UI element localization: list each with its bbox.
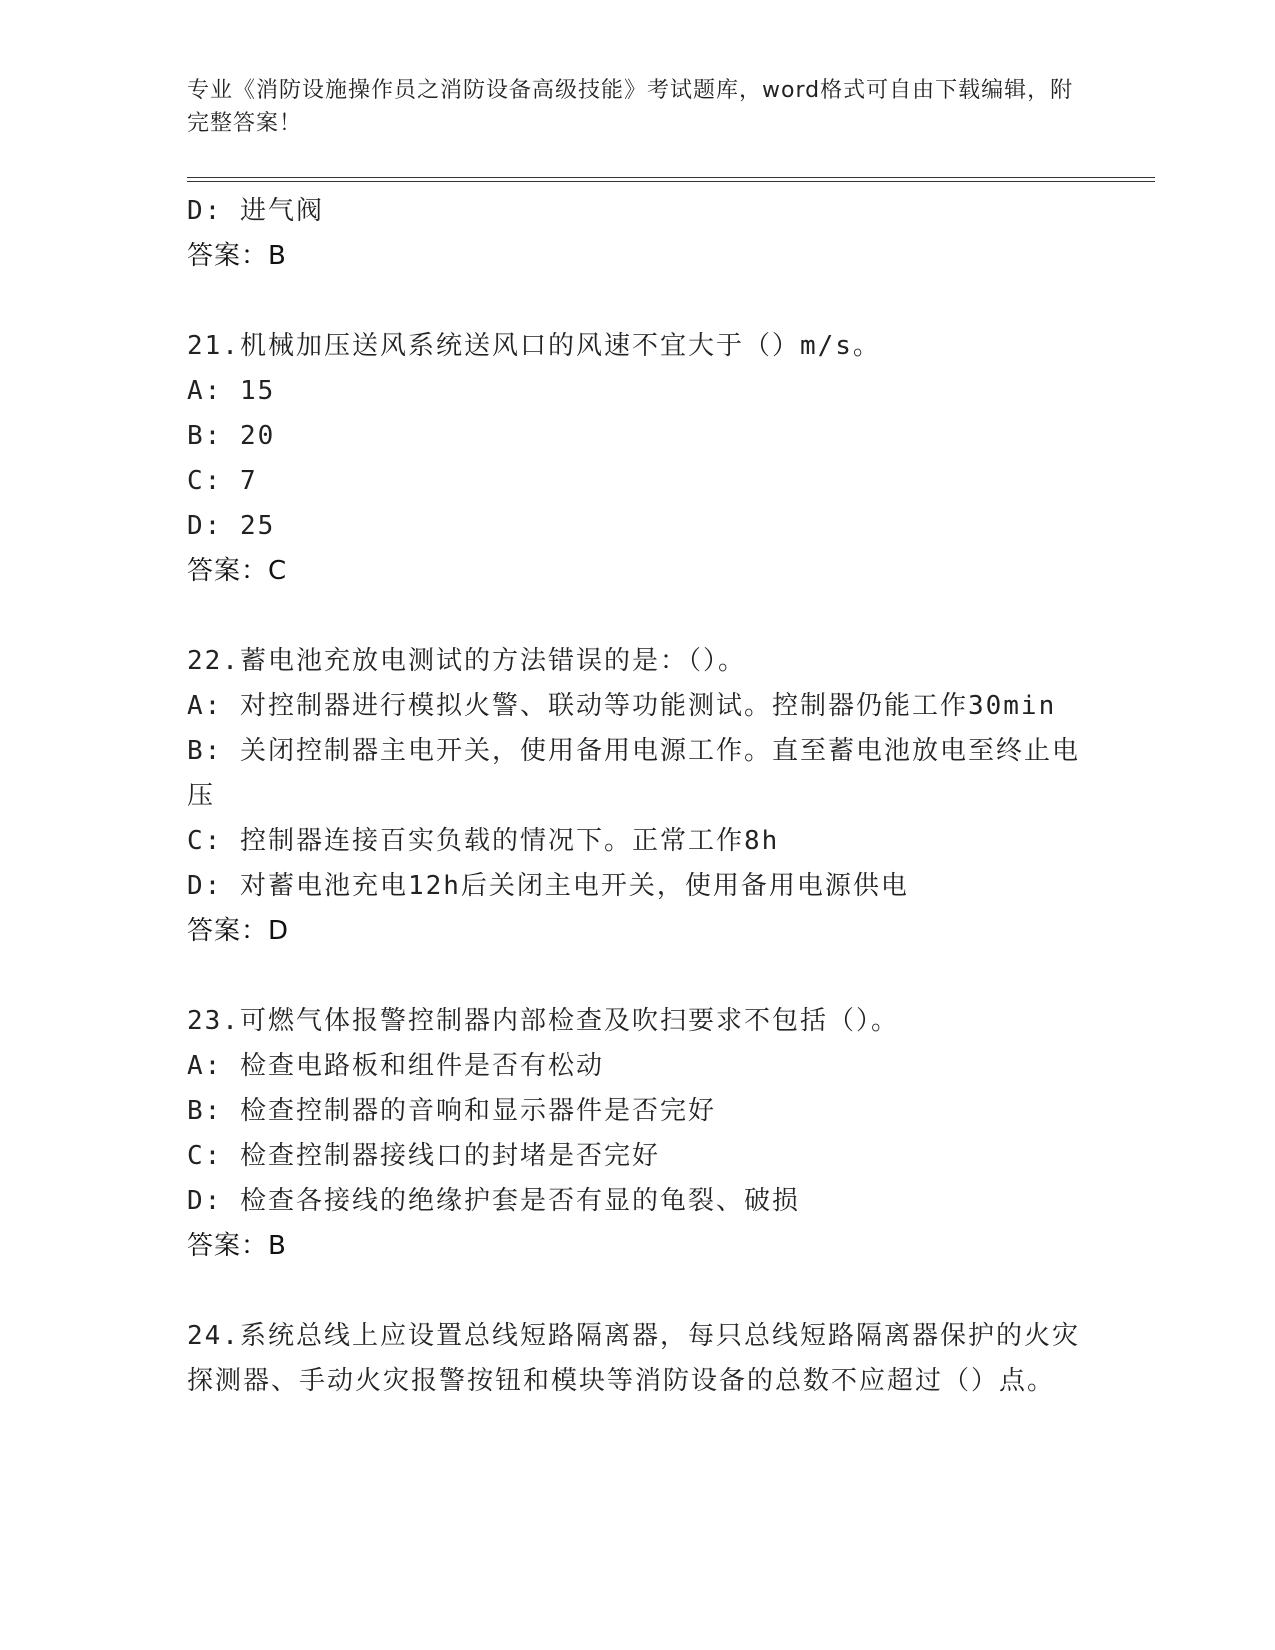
answer-line: 答案：B [187,241,287,271]
question-list [187,189,1087,1404]
question-stem: 21.机械加压送风系统送风口的风速不宜大于（）m/s。 [187,331,881,361]
spacer [187,279,1087,324]
option-b: B: 检查控制器的音响和显示器件是否完好 [187,1096,716,1126]
option-c: C: 检查控制器接线口的封堵是否完好 [187,1141,660,1171]
option-d: D: 25 [187,511,276,541]
answer-line: 答案：D [187,916,290,946]
answer-line: 答案：C [187,556,288,586]
option-d: D: 进气阀 [187,196,324,226]
option-a: A: 15 [187,376,276,406]
option-a: A: 检查电路板和组件是否有松动 [187,1051,604,1081]
option-b: B: 关闭控制器主电开关，使用备用电源工作。直至蓄电池放电至终止电压 [187,736,1080,811]
answer-line: 答案：B [187,1231,287,1261]
spacer [187,954,1087,999]
option-a: A: 对控制器进行模拟火警、联动等功能测试。控制器仍能工作30min [187,691,1057,721]
spacer [187,594,1087,639]
question-stem: 22.蓄电池充放电测试的方法错误的是：（）。 [187,646,746,676]
question-stem: 23.可燃气体报警控制器内部检查及吹扫要求不包括（）。 [187,1006,899,1036]
option-d: D: 检查各接线的绝缘护套是否有显的龟裂、破损 [187,1186,800,1216]
option-b: B: 20 [187,421,276,451]
page-header: 专业《消防设施操作员之消防设备高级技能》考试题库，word格式可自由下载编辑，附完整答案！ [187,78,1074,136]
header-rule-bottom [187,181,1155,182]
option-c: C: 控制器连接百实负载的情况下。正常工作8h [187,826,780,856]
question-stem: 24.系统总线上应设置总线短路隔离器，每只总线短路隔离器保护的火灾探测器、手动火灾报警按钮和模块等消防设备的总数不应超过（）点。 [187,1321,1080,1396]
header-rule-top [187,177,1155,178]
option-d: D: 对蓄电池充电12h后关闭主电开关，使用备用电源供电 [187,871,909,901]
option-c: C: 7 [187,466,258,496]
spacer [187,1269,1087,1314]
